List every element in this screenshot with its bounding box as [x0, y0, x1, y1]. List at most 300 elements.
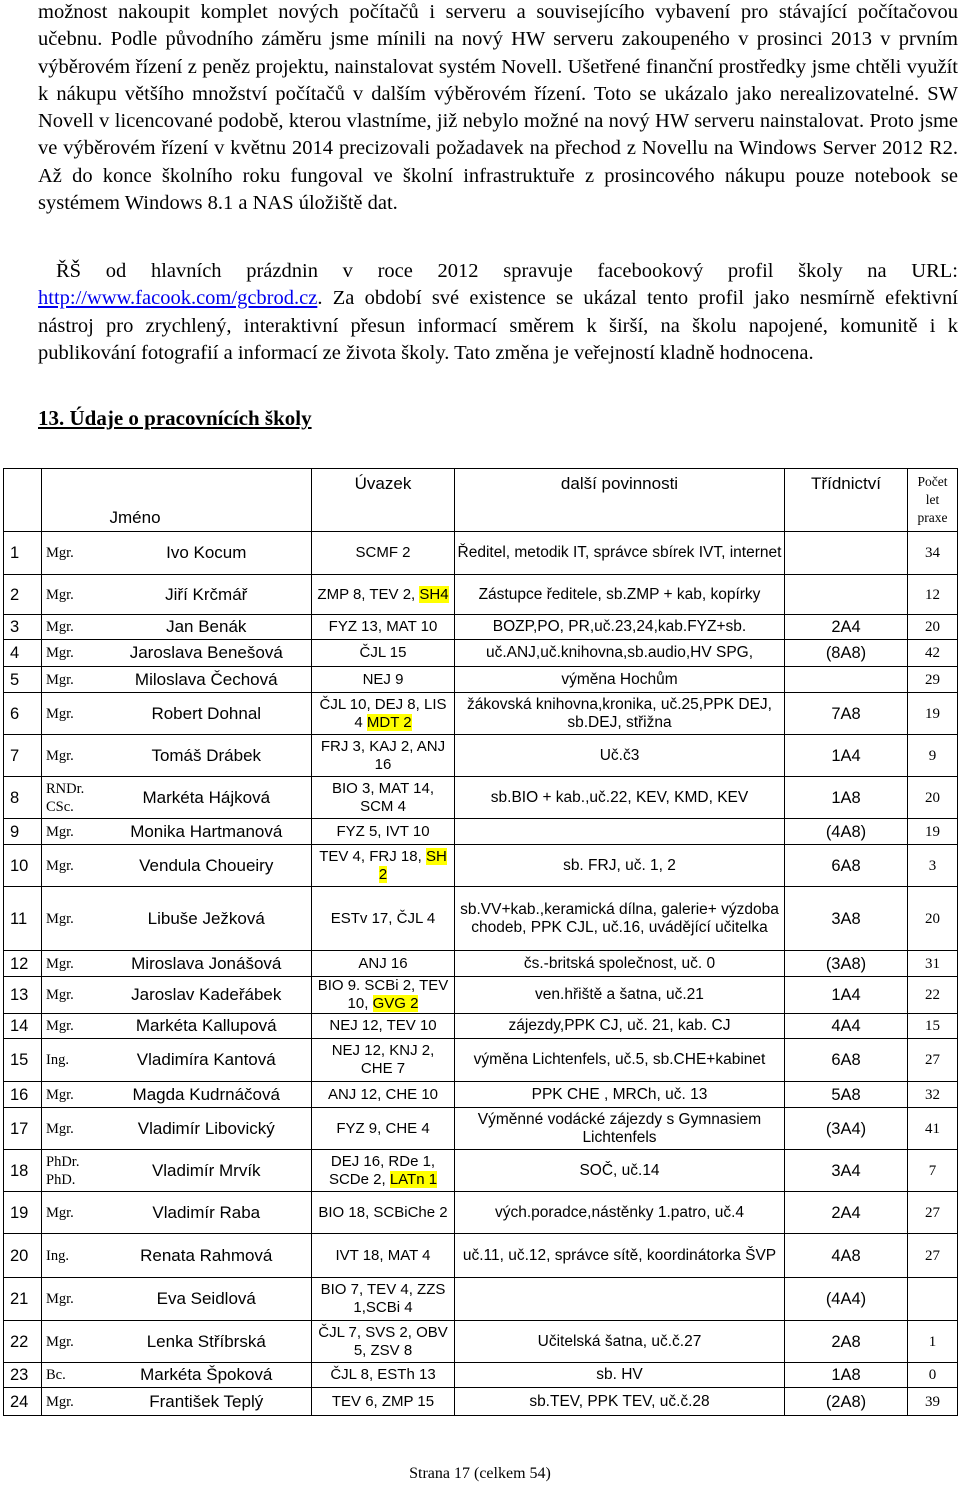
header-class-teacher: Třídnictví [811, 474, 881, 493]
class-teacher [785, 1014, 908, 1039]
class-teacher-text: 3A8 [831, 909, 861, 928]
years-of-practice-text: 19 [925, 823, 940, 840]
other-duties-text: žákovská knihovna,kronika, uč.25,PPK DEJ, sb.DEJ, střižna [467, 695, 772, 731]
teaching-load-text: FYZ 13, MAT 10 [328, 618, 438, 635]
staff-name [102, 1082, 312, 1108]
teaching-load-text: TEV 4, FRJ 18, [319, 847, 422, 865]
other-duties-text: Učitelská šatna, uč.č.27 [537, 1332, 702, 1350]
years-of-practice [908, 1321, 958, 1363]
academic-title-text: Mgr. [46, 1291, 74, 1307]
staff-name-text: Vladimír Mrvík [151, 1160, 261, 1180]
class-teacher [785, 819, 908, 845]
table-row [4, 1014, 958, 1039]
other-duties [455, 532, 785, 575]
table-row [4, 1108, 958, 1150]
staff-name [102, 1363, 312, 1388]
row-number-text: 6 [10, 704, 20, 723]
staff-name [102, 735, 312, 777]
row-number-text: 20 [10, 1246, 29, 1265]
other-duties-text: uč.11, uč.12, správce sítě, koordinátorka ŠVP [462, 1246, 777, 1264]
staff-name [102, 532, 312, 575]
staff-name-text: Jan Benák [166, 617, 247, 636]
row-number [4, 777, 42, 819]
other-duties [455, 615, 785, 640]
row-number [4, 1192, 42, 1234]
paragraph-text: . Za období své existence se ukázal tento profil jako nesmírně efektivní nástroj pro zrychlený, interaktivní přesun informací směrem k širší, na školu napojené, komunitě i k publikování fotografií a informací ze života školy. Tato změna je veřejností kladně hodnocena. [38, 287, 958, 364]
academic-title [42, 1150, 102, 1192]
table-row [4, 1082, 958, 1108]
class-teacher-text: (4A8) [825, 822, 867, 841]
table-row [4, 845, 958, 887]
teaching-load [312, 693, 455, 735]
teaching-load [312, 575, 455, 615]
staff-name-text: Tomáš Drábek [151, 745, 262, 765]
other-duties-text: výměna Hochům [561, 670, 678, 688]
class-teacher [785, 1363, 908, 1388]
other-duties-text: výměna Lichtenfels, uč.5, sb.CHE+kabinet [473, 1051, 766, 1068]
teaching-load [312, 1082, 455, 1108]
teaching-load [312, 819, 455, 845]
teaching-load [312, 667, 455, 693]
years-of-practice [908, 667, 958, 693]
row-number [4, 615, 42, 640]
class-teacher-text: (8A8) [825, 644, 867, 662]
teaching-load-text: TEV 6, ZMP 15 [331, 1392, 435, 1410]
class-teacher-text: 2A4 [831, 618, 861, 636]
other-duties-text: uč.ANJ,uč.knihovna,sb.audio,HV SPG, [485, 644, 754, 661]
teaching-load-text: BIO 3, MAT 14, SCM 4 [332, 779, 434, 815]
years-of-practice-text: 1 [928, 1333, 937, 1350]
row-number [4, 845, 42, 887]
staff-name-text: Ivo Kocum [166, 543, 247, 562]
table-row [4, 1278, 958, 1321]
other-duties [455, 1363, 785, 1388]
other-duties [455, 1321, 785, 1363]
academic-title-text: Mgr. [46, 671, 74, 688]
academic-title-text: Mgr. [46, 910, 74, 927]
row-number-text: 16 [10, 1085, 29, 1104]
class-teacher [785, 1321, 908, 1363]
staff-name-text: Magda Kudrnáčová [132, 1084, 280, 1104]
years-of-practice [908, 1039, 958, 1082]
academic-title-text: Bc. [46, 1367, 66, 1383]
other-duties [455, 951, 785, 977]
staff-name-text: Jaroslava Benešová [129, 643, 283, 662]
class-teacher-text: 6A8 [831, 856, 861, 875]
years-of-practice [908, 1192, 958, 1234]
class-teacher-text: 3A4 [831, 1161, 861, 1180]
row-number-text: 10 [10, 856, 29, 875]
teaching-load-text: ANJ 12, CHE 10 [327, 1085, 439, 1103]
teaching-load [312, 951, 455, 977]
row-number [4, 667, 42, 693]
academic-title [42, 693, 102, 735]
years-of-practice-text: 0 [928, 1367, 937, 1383]
class-teacher [785, 1388, 908, 1416]
years-of-practice [908, 951, 958, 977]
academic-title [42, 640, 102, 667]
academic-title [42, 951, 102, 977]
teaching-load-text: NEJ 9 [362, 670, 404, 688]
other-duties-text: Uč.č3 [599, 746, 640, 764]
staff-name-text: František Teplý [149, 1391, 264, 1411]
teaching-load-text: ČJL 15 [359, 644, 407, 661]
row-number [4, 1014, 42, 1039]
teaching-load-text: ČJL 10, DEJ 8, LIS 4 [319, 695, 447, 731]
years-of-practice [908, 1278, 958, 1321]
academic-title-text: Mgr. [46, 1086, 74, 1103]
staff-name [102, 977, 312, 1014]
teaching-load-text: ČJL 8, ESTh 13 [330, 1366, 436, 1383]
staff-name [102, 575, 312, 615]
years-of-practice-text: 27 [925, 1204, 940, 1221]
row-number-text: 11 [10, 909, 28, 928]
class-teacher-text: 2A8 [831, 1332, 861, 1351]
academic-title [42, 1321, 102, 1363]
staff-name [102, 1234, 312, 1278]
teaching-load-text: ANJ 16 [358, 954, 408, 972]
staff-name-text: Vendula Choueiry [139, 855, 274, 875]
class-teacher [785, 1039, 908, 1082]
years-of-practice-text: 42 [925, 645, 940, 661]
table-row [4, 887, 958, 951]
teaching-load [312, 1321, 455, 1363]
table-row [4, 977, 958, 1014]
other-duties-text: sb. FRJ, uč. 1, 2 [563, 856, 676, 874]
academic-title [42, 977, 102, 1014]
other-duties-text: Zástupce ředitele, sb.ZMP + kab, kopírky [478, 585, 761, 603]
years-of-practice [908, 845, 958, 887]
row-number [4, 735, 42, 777]
academic-title-text: Mgr. [46, 1120, 74, 1137]
years-of-practice-text: 7 [928, 1162, 937, 1179]
row-number-text: 18 [10, 1161, 29, 1180]
table-row [4, 1192, 958, 1234]
academic-title-text: RNDr. CSc. [46, 780, 85, 815]
years-of-practice [908, 1014, 958, 1039]
teaching-load-text: IVT 18, MAT 4 [335, 1246, 431, 1264]
teaching-load [312, 1039, 455, 1082]
other-duties-text: vých.poradce,nástěnky 1.patro, uč.4 [494, 1203, 744, 1221]
staff-name-text: Renata Rahmová [140, 1245, 273, 1265]
years-of-practice [908, 575, 958, 615]
staff-name-text: Markéta Špoková [140, 1365, 273, 1384]
other-duties-text: sb.VV+kab.,keramická dílna, galerie+ výzdoba chodeb, PPK CJL, uč.16, uvádějící učitelka [460, 900, 779, 936]
staff-name [102, 1278, 312, 1321]
other-duties-text: BOZP,PO, PR,uč.23,24,kab.FYZ+sb. [492, 618, 747, 635]
class-teacher [785, 693, 908, 735]
academic-title-text: Mgr. [46, 645, 74, 661]
class-teacher [785, 575, 908, 615]
years-of-practice-text: 20 [925, 789, 940, 806]
academic-title [42, 819, 102, 845]
other-duties [455, 887, 785, 951]
teaching-load-text: DEJ 16, RDe 1, SCDe 2, [328, 1152, 436, 1188]
academic-title-text: Ing. [46, 1052, 69, 1068]
staff-name-text: Miloslava Čechová [134, 669, 278, 689]
teaching-load [312, 615, 455, 640]
class-teacher [785, 640, 908, 667]
class-teacher [785, 1234, 908, 1278]
class-teacher-text: 1A8 [831, 1366, 861, 1384]
class-teacher-text: 1A8 [831, 788, 861, 807]
row-number [4, 887, 42, 951]
highlighted-load: MDT 2 [366, 713, 412, 731]
academic-title-text: Mgr. [46, 545, 74, 561]
staff-name-text: Jaroslav Kadeřábek [131, 985, 282, 1004]
other-duties [455, 977, 785, 1014]
teaching-load [312, 1278, 455, 1321]
class-teacher [785, 887, 908, 951]
other-duties [455, 1082, 785, 1108]
row-number [4, 693, 42, 735]
years-of-practice-text: 34 [925, 545, 940, 561]
teaching-load-text: SCMF 2 [355, 544, 411, 561]
other-duties [455, 1039, 785, 1082]
academic-title [42, 1039, 102, 1082]
other-duties-text: ven.hřiště a šatna, uč.21 [535, 986, 704, 1003]
other-duties-text: Výměnné vodácké zájezdy s Gymnasiem Lichtenfels [477, 1110, 762, 1146]
header-years: Počet let praxe [917, 474, 948, 525]
row-number [4, 1321, 42, 1363]
academic-title [42, 845, 102, 887]
academic-title [42, 1234, 102, 1278]
other-duties-text: čs.-britská společnost, uč. 0 [523, 954, 716, 972]
header-name: Jméno [109, 508, 161, 527]
other-duties-text: sb.BIO + kab.,uč.22, KEV, KMD, KEV [490, 788, 749, 806]
staff-name [102, 1108, 312, 1150]
academic-title-text: Mgr. [46, 955, 74, 972]
academic-title [42, 777, 102, 819]
other-duties [455, 667, 785, 693]
paragraph-it-equipment: možnost nakoupit komplet nových počítačů i serveru a souvisejícího vybavení pro stávající počítačovou učebnu. Podle původního záměru jsme mínili na nový HW serveru zakoupeného v prosinci 2013 v prvním výběrovém řízení z peněz projektu, nainstalovat systém Novell. Ušetřené finanční prostředky jsme chtěli využít k nákupu většího množství počítačů v dalším výběrovém řízení. Toto se ukázalo jako nerealizovatelné. SW Novell v licencované podobě, kterou vlastníme, již nebylo možné na nový HW serveru nainstalovat. Proto jsme ve výběrovém řízení v květnu 2014 precizovali požadavek na přechod z Novellu na Windows Server 2012 R2. Až do konce školního roku fungoval ve školní infrastruktuře z prosincového nákupu pouze notebook se systémem Windows 8.1 a NAS úložiště dat. [38, 1, 958, 215]
academic-title-text: Mgr. [46, 1018, 74, 1034]
staff-name-text: Libuše Ježková [147, 908, 265, 928]
academic-title [42, 1192, 102, 1234]
other-duties [455, 640, 785, 667]
academic-title [42, 667, 102, 693]
years-of-practice-text: 31 [925, 955, 940, 972]
section-heading: 13. Údaje o pracovnících školy [38, 406, 312, 430]
staff-name [102, 1321, 312, 1363]
staff-name-text: Vladimír Libovický [137, 1118, 275, 1138]
years-of-practice [908, 615, 958, 640]
class-teacher [785, 532, 908, 575]
teaching-load [312, 1150, 455, 1192]
table-row [4, 667, 958, 693]
other-duties [455, 1388, 785, 1416]
table-row [4, 1388, 958, 1416]
staff-table [3, 468, 958, 1416]
row-number-text: 14 [10, 1017, 29, 1035]
years-of-practice-text: 19 [925, 705, 940, 722]
row-number-text: 22 [10, 1332, 29, 1351]
highlighted-load: SH4 [419, 585, 449, 603]
table-row [4, 951, 958, 977]
years-of-practice-text: 3 [928, 857, 937, 874]
academic-title-text: Mgr. [46, 1204, 74, 1221]
class-teacher-text: 5A8 [831, 1085, 861, 1104]
teaching-load [312, 1014, 455, 1039]
row-number [4, 1150, 42, 1192]
table-row [4, 1039, 958, 1082]
other-duties [455, 1192, 785, 1234]
teaching-load [312, 532, 455, 575]
academic-title [42, 1388, 102, 1416]
row-number-text: 12 [10, 954, 29, 973]
years-of-practice [908, 977, 958, 1014]
table-row [4, 532, 958, 575]
facebook-link[interactable]: http://www.facook.com/gcbrod.cz [38, 287, 318, 310]
teaching-load [312, 1108, 455, 1150]
teaching-load-text: BIO 9. SCBi 2, TEV 10, [317, 977, 449, 1012]
staff-name [102, 1039, 312, 1082]
teaching-load-text: FYZ 9, CHE 4 [336, 1119, 430, 1137]
years-of-practice-text: 20 [925, 619, 940, 635]
staff-name [102, 1150, 312, 1192]
row-number-text: 19 [10, 1203, 29, 1222]
teaching-load-text: BIO 18, SCBiChe 2 [318, 1203, 448, 1221]
staff-name-text: Vladimíra Kantová [136, 1050, 276, 1069]
staff-name-text: Markéta Hájková [142, 787, 271, 807]
years-of-practice [908, 735, 958, 777]
class-teacher-text: 2A4 [831, 1203, 861, 1222]
table-row [4, 1234, 958, 1278]
other-duties [455, 1014, 785, 1039]
row-number-text: 2 [10, 585, 20, 604]
teaching-load-text: NEJ 12, TEV 10 [329, 1017, 437, 1034]
academic-title-text: Mgr. [46, 987, 74, 1003]
teaching-load-text: NEJ 12, KNJ 2, CHE 7 [331, 1042, 435, 1077]
class-teacher [785, 951, 908, 977]
academic-title [42, 1363, 102, 1388]
staff-name-text: Jiří Krčmář [165, 584, 248, 604]
class-teacher [785, 1192, 908, 1234]
class-teacher [785, 1108, 908, 1150]
staff-name-text: Eva Seidlová [156, 1289, 256, 1308]
row-number [4, 819, 42, 845]
table-row [4, 777, 958, 819]
class-teacher [785, 1082, 908, 1108]
header-duties: další povinnosti [560, 474, 679, 493]
staff-name [102, 819, 312, 845]
other-duties-text: Ředitel, metodik IT, správce sbírek IVT, internet [457, 544, 782, 561]
academic-title-text: Mgr. [46, 619, 74, 635]
teaching-load-text: FYZ 5, IVT 10 [336, 822, 430, 840]
table-header-row [4, 469, 958, 532]
staff-name [102, 667, 312, 693]
teaching-load-text: BIO 7, TEV 4, ZZS 1,SCBi 4 [320, 1281, 446, 1316]
years-of-practice [908, 1150, 958, 1192]
teaching-load [312, 640, 455, 667]
staff-name [102, 777, 312, 819]
row-number [4, 1388, 42, 1416]
row-number-text: 1 [10, 544, 20, 562]
class-teacher [785, 735, 908, 777]
staff-name [102, 693, 312, 735]
class-teacher-text: (3A4) [825, 1119, 867, 1138]
academic-title [42, 1014, 102, 1039]
academic-title-text: PhDr. PhD. [46, 1153, 80, 1188]
academic-title-text: Mgr. [46, 823, 74, 840]
row-number [4, 1278, 42, 1321]
other-duties [455, 819, 785, 845]
table-row [4, 693, 958, 735]
row-number-text: 15 [10, 1051, 29, 1069]
table-row [4, 1321, 958, 1363]
teaching-load [312, 977, 455, 1014]
other-duties-text: zájezdy,PPK CJ, uč. 21, kab. CJ [508, 1017, 731, 1034]
class-teacher [785, 667, 908, 693]
other-duties [455, 1108, 785, 1150]
teaching-load [312, 1388, 455, 1416]
teaching-load [312, 887, 455, 951]
row-number-text: 8 [10, 788, 20, 807]
other-duties [455, 1234, 785, 1278]
staff-name-text: Miroslava Jonášová [131, 953, 282, 973]
staff-name [102, 615, 312, 640]
class-teacher-text: 1A4 [831, 746, 861, 765]
highlighted-load: LATn 1 [389, 1170, 438, 1188]
row-number [4, 977, 42, 1014]
teaching-load [312, 735, 455, 777]
other-duties-text: sb.TEV, PPK TEV, uč.č.28 [529, 1392, 710, 1410]
row-number [4, 640, 42, 667]
years-of-practice-text: 27 [925, 1247, 940, 1264]
teaching-load [312, 1192, 455, 1234]
years-of-practice-text: 27 [925, 1052, 940, 1068]
row-number [4, 1039, 42, 1082]
academic-title-text: Ing. [46, 1247, 69, 1264]
other-duties [455, 1150, 785, 1192]
teaching-load-text: ZMP 8, TEV 2, [317, 585, 416, 603]
class-teacher [785, 777, 908, 819]
teaching-load-text: ČJL 7, SVS 2, OBV 5, ZSV 8 [318, 1323, 448, 1359]
years-of-practice [908, 693, 958, 735]
academic-title [42, 735, 102, 777]
class-teacher [785, 1278, 908, 1321]
academic-title-text: Mgr. [46, 586, 74, 603]
academic-title-text: Mgr. [46, 1333, 74, 1350]
academic-title [42, 532, 102, 575]
class-teacher-text: (4A4) [825, 1290, 867, 1308]
class-teacher-text: (3A8) [825, 954, 867, 973]
academic-title [42, 1108, 102, 1150]
table-row [4, 575, 958, 615]
row-number-text: 9 [10, 822, 20, 841]
staff-name [102, 887, 312, 951]
class-teacher-text: (2A8) [825, 1392, 867, 1411]
years-of-practice-text: 29 [925, 671, 940, 688]
years-of-practice-text: 12 [925, 586, 940, 603]
academic-title-text: Mgr. [46, 705, 74, 722]
class-teacher-text: 4A8 [831, 1246, 861, 1265]
table-row [4, 1150, 958, 1192]
staff-name [102, 1388, 312, 1416]
paragraph-facebook-profile [38, 258, 958, 367]
years-of-practice-text: 9 [928, 747, 937, 764]
row-number-text: 21 [10, 1290, 29, 1308]
other-duties [455, 735, 785, 777]
row-number-text: 4 [10, 644, 20, 662]
years-of-practice-text: 41 [925, 1120, 940, 1137]
years-of-practice-text: 39 [925, 1393, 940, 1410]
staff-name [102, 1014, 312, 1039]
table-row [4, 735, 958, 777]
row-number [4, 1234, 42, 1278]
staff-name-text: Robert Dohnal [151, 703, 262, 723]
row-number [4, 575, 42, 615]
